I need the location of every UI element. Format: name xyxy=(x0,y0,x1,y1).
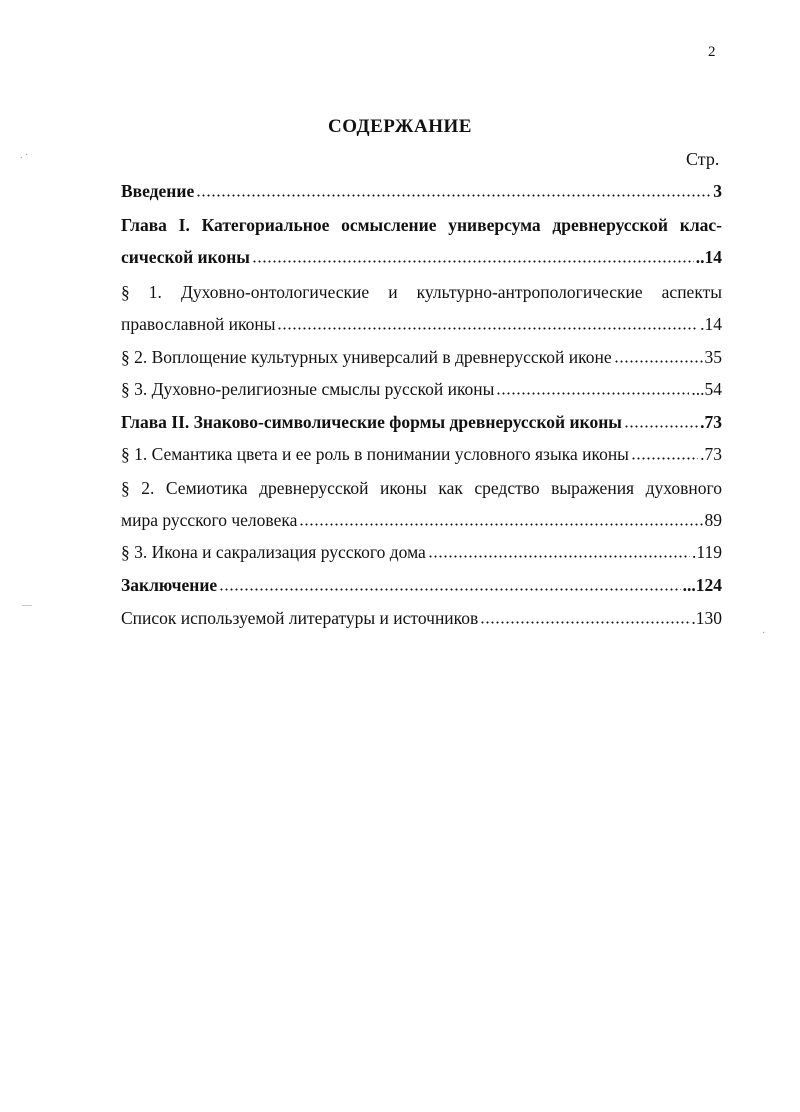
scan-artifact: — xyxy=(22,600,32,611)
toc-entry-chapter-1-cont xyxy=(121,246,722,268)
toc-entry-intro xyxy=(121,180,722,202)
dot-leader xyxy=(219,588,680,591)
toc-entry-bibliography xyxy=(121,607,722,629)
dot-leader xyxy=(196,194,711,197)
toc-entry-page: 3 xyxy=(713,181,722,201)
dot-leader xyxy=(496,392,689,395)
toc-entry-section-2-2-cont xyxy=(121,509,722,531)
toc-entry-title: сической иконы xyxy=(121,247,250,267)
toc-entry-conclusion xyxy=(121,574,722,596)
toc-entry-page: .73 xyxy=(700,444,722,464)
toc-entry-page: ...54 xyxy=(691,379,722,399)
toc-entry-page: ...124 xyxy=(682,575,722,595)
page-title: СОДЕРЖАНИЕ xyxy=(328,116,472,137)
toc-entry-section-1-1: § 1. Духовно-онтологические и культурно-антропологические аспекты xyxy=(121,282,722,302)
dot-leader xyxy=(428,555,690,558)
toc-entry-section-1-1-cont xyxy=(121,313,722,335)
toc-entry-chapter-2 xyxy=(121,411,722,433)
toc-entry-page: .130 xyxy=(691,608,722,628)
toc-entry-section-1-2 xyxy=(121,346,722,368)
page-number: 2 xyxy=(708,44,716,60)
toc-entry-section-1-3 xyxy=(121,378,722,400)
toc-entry-page: .14 xyxy=(700,314,722,334)
dot-leader xyxy=(252,260,694,263)
toc-entry-title: мира русского человека xyxy=(121,510,298,530)
dot-leader xyxy=(614,360,703,363)
toc-entry-title: Заключение xyxy=(121,575,218,595)
toc-entry-section-2-3 xyxy=(121,541,722,563)
toc-entry-title: § 3. Духовно-религиозные смыслы русской иконы xyxy=(121,379,495,399)
toc-entry-page: 35 xyxy=(704,347,722,367)
dot-leader xyxy=(299,523,702,526)
dot-leader xyxy=(631,457,698,460)
toc-entry-page: 89 xyxy=(704,510,722,530)
toc-entry-title: § 2. Воплощение культурных универсалий в древнерусской иконе xyxy=(121,347,612,367)
toc-entry-title: Введение xyxy=(121,181,195,201)
toc-entry-title: православной иконы xyxy=(121,314,276,334)
toc-entry-section-2-1 xyxy=(121,443,722,465)
toc-entry-title: Глава II. Знаково-символические формы древнерусской иконы xyxy=(121,412,622,432)
toc-entry-title: § 1. Семантика цвета и ее роль в понимании условного языка иконы xyxy=(121,444,629,464)
page-column-label: Стр. xyxy=(686,149,720,169)
toc-entry-chapter-1: Глава I. Категориальное осмысление универсума древнерусской клас- xyxy=(121,215,722,235)
toc-entry-section-2-2: § 2. Семиотика древнерусской иконы как средство выражения духовного xyxy=(121,478,722,498)
toc-entry-title: Список используемой литературы и источников xyxy=(121,608,479,628)
dot-leader xyxy=(624,425,698,428)
toc-entry-title: § 3. Икона и сакрализация русского дома xyxy=(121,542,426,562)
toc-entry-page: .119 xyxy=(692,542,722,562)
dot-leader xyxy=(480,621,689,624)
toc-entry-page: .73 xyxy=(700,412,722,432)
toc-entry-page: ..14 xyxy=(695,247,722,267)
scan-artifact: . · xyxy=(20,150,29,161)
scan-artifact: · xyxy=(762,628,766,639)
dot-leader xyxy=(277,327,698,330)
